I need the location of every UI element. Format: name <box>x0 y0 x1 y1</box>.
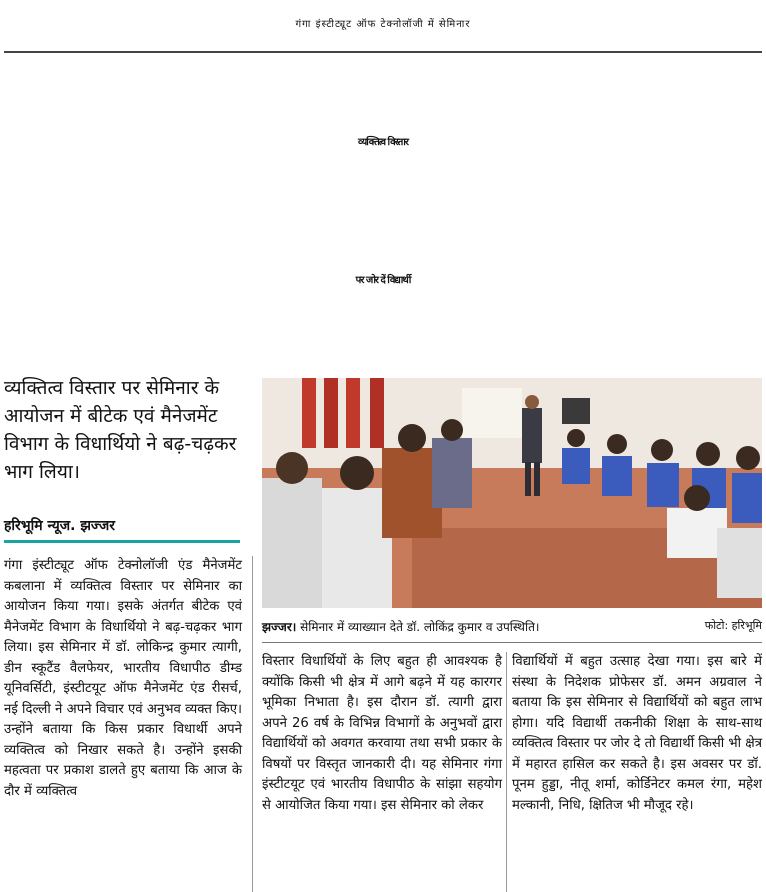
body-column-1: गंगा इंस्टीट्यूट ऑफ टेक्नोलॉजी एंड मैनेजमेंट कबलाना में व्यक्तित्व विस्तार पर सेमिनार का आयोजन किया गया। इसके अंतर्गत बीटेक एवं मैनेजमेंट विभाग के विधार्थियो ने बढ़-चढ़कर भाग लिया। इस सेमिनार में डॉ. लोकिन्द्र कुमार त्यागी, डीन स्कूटैंड वैलफेयर, भारतीय विधापीठ डीम्ड यूनिवर्सिटी, इंस्टीटयूट ऑफ मैनेजमेंट एंड रीसर्च, नई दिल्ली ने अपने विचार एवं अनुभव व्यक्त किए। उन्होंने बताया कि किस प्रकार विधार्थी अपने व्यक्तित्व को निखार सकते है। उन्होंने इसकी महत्वता पर प्रकाश डालते हुए बताया कि आज के दौर में व्यक्तित्व <box>4 558 242 799</box>
seminar-photo-illustration <box>262 378 762 608</box>
byline: हरिभूमि न्यूज. झज्जर <box>4 518 116 534</box>
caption-place: झज्जर। <box>262 620 297 634</box>
body-column-2: विस्तार विधार्थियों के लिए बहुत ही आवश्यक है क्योंकि किसी भी क्षेत्र में आगे बढ़ने में यह कारगर भूमिका निभाता है। इस दौरान डॉ. त्यागी द्वारा अपने 26 वर्ष के विभिन्न विभागों के अनुभवों द्वारा विद्यार्थियों को अवगत करवाया तथा सभी प्रकार के विषयों पर विस्तृत जानकारी दी। यह सेमिनार गंगा इंस्टीटयूट एवं भारतीय विधापीठ के सांझा सहयोग से आयोजित किया गया। इस सेमिनार को लेकर <box>262 654 502 813</box>
photo-credit: फोटो: हरिभूमि <box>704 619 762 632</box>
column-divider-1 <box>252 556 253 892</box>
caption-rule <box>262 642 762 643</box>
photo-caption-row <box>262 618 762 642</box>
seminar-photo <box>262 378 762 608</box>
kicker-rule <box>4 51 762 53</box>
kicker-headline: गंगा इंस्टीट्यूट ऑफ टेक्नोलॉजी में सेमिनार <box>295 19 471 30</box>
byline-rule <box>4 540 240 543</box>
caption-text: सेमिनार में व्याख्यान देते डॉ. लोकिंद्र कुमार व उपस्थिति। <box>300 620 540 634</box>
body-column-3: विद्यार्थियों में बहुत उत्साह देखा गया। इस बारे में संस्था के निदेशक प्रोफेसर डॉ. अमन अग्रवाल ने बताया कि इस सेमिनार से विद्यार्थियों को बहुत लाभ होगा। यदि विद्यार्थी तकनीकी शिक्षा के साथ-साथ व्यक्तित्व विस्तार पर जोर दे तो विद्यार्थी किसी भी क्षेत्र में महारत हासिल कर सकते है। इस अवसर पर डॉ. पूनम हुड्डा, नीतू शर्मा, कोर्डिनेटर कमल रंगा, महेश मल्कानी, निधि, क्षितिज भी मौजूद रहे। <box>512 654 762 813</box>
deck-summary: व्यक्तित्व विस्तार पर सेमिनार के आयोजन में बीटेक एवं मैनेजमेंट विभाग के विधार्थियो ने बढ़-चढ़कर भाग लिया। <box>4 377 237 483</box>
column-divider-2 <box>506 652 507 892</box>
headline-line-1: व्यक्तित्व विस्तार <box>358 137 408 148</box>
headline-line-2: पर जोर दें विद्यार्थी <box>355 275 411 286</box>
photo-caption <box>262 618 539 635</box>
